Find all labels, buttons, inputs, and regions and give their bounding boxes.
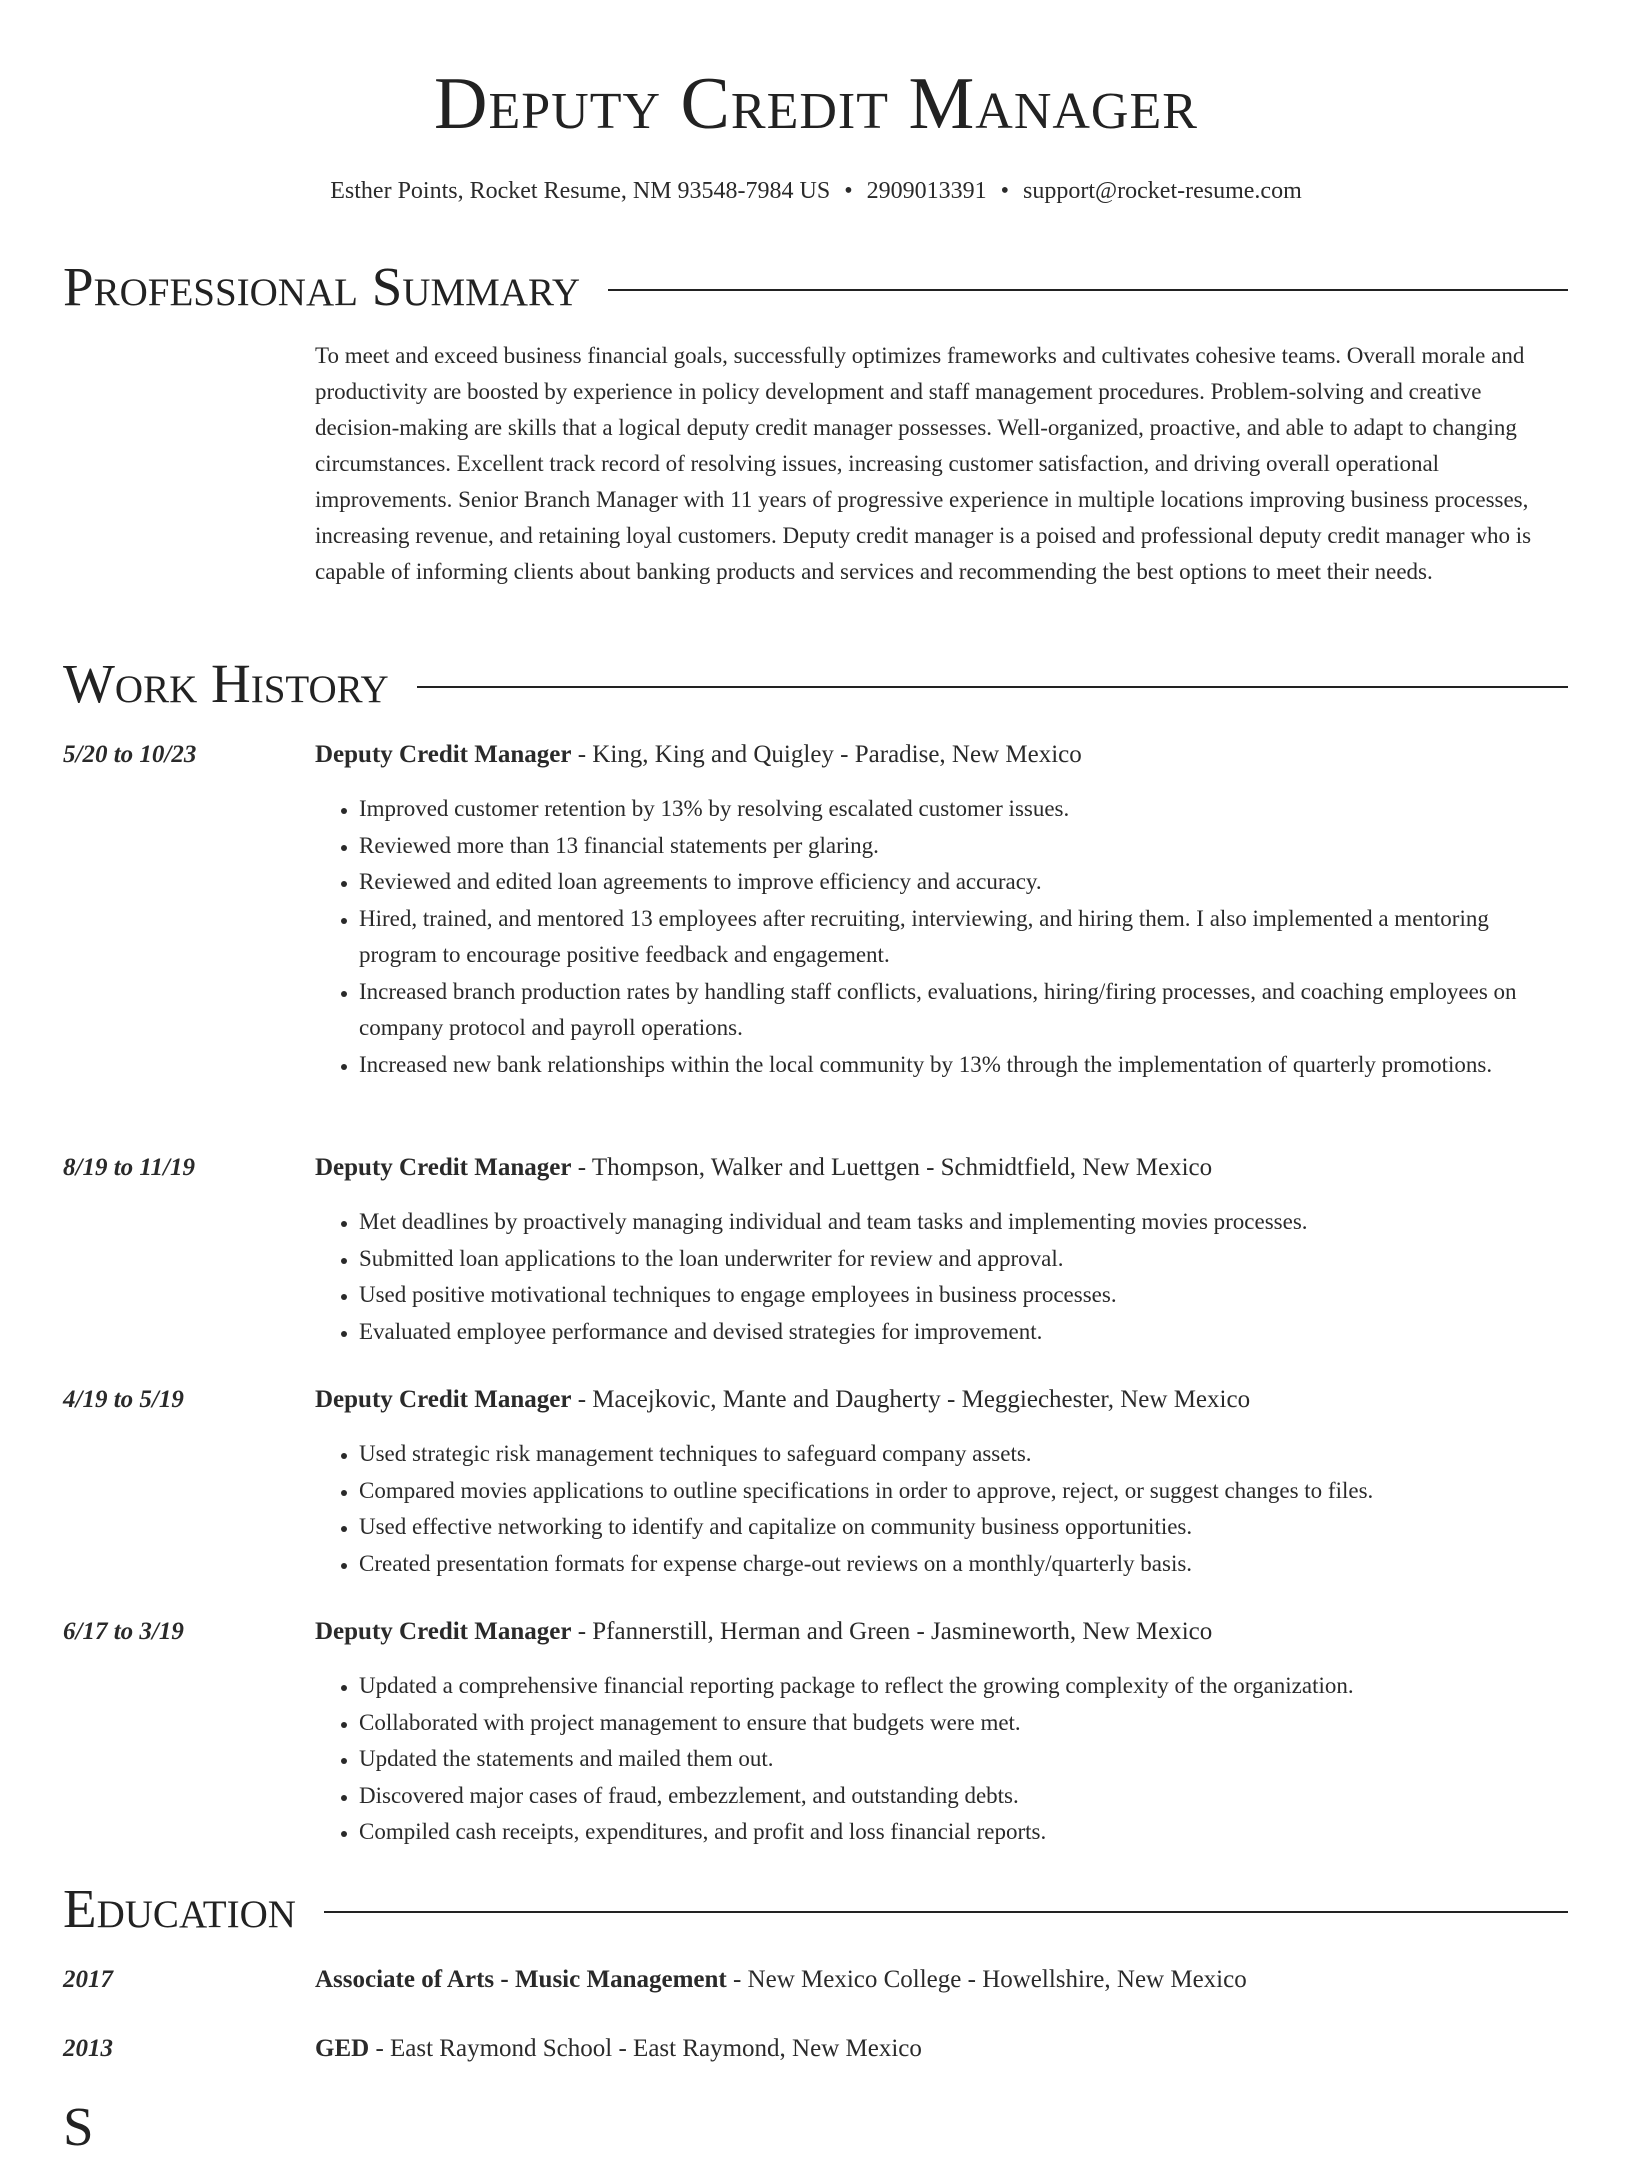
job-title: Deputy Credit Manager	[315, 741, 572, 768]
job-dates: 8/19 to 11/19	[63, 1154, 195, 1181]
job-bullet: • Evaluated employee performance and devised strategies for improvement.	[359, 1314, 1549, 1351]
job-bullet: • Reviewed more than 13 financial statements per glaring.	[359, 828, 1549, 865]
work-history-heading: Work History	[63, 651, 417, 717]
job-bullet: • Improved customer retention by 13% by resolving escalated customer issues.	[359, 791, 1549, 828]
education-year: 2017	[63, 1966, 113, 1993]
work-history-section-header	[63, 651, 1568, 717]
job-bullet: • Used positive motivational techniques to engage employees in business processes.	[359, 1277, 1549, 1314]
job-details: - Thompson, Walker and Luettgen - Schmidtfield, New Mexico	[571, 1154, 1213, 1181]
education-details: - East Raymond School - East Raymond, New Mexico	[369, 2035, 922, 2062]
job-bullet: • Increased new bank relationships within the local community by 13% through the implementation of quarterly promotions.	[359, 1047, 1549, 1084]
education-heading: Education	[63, 1876, 324, 1942]
job-bullet: • Updated the statements and mailed them out.	[359, 1741, 1549, 1778]
job-header	[315, 1383, 1568, 1417]
job-details: - Pfannerstill, Herman and Green - Jasmineworth, New Mexico	[571, 1618, 1213, 1645]
job-details: - King, King and Quigley - Paradise, New Mexico	[571, 741, 1082, 768]
job-bullets	[315, 1436, 1549, 1582]
job-details: - Macejkovic, Mante and Daugherty - Meggiechester, New Mexico	[571, 1386, 1251, 1413]
job-bullet: • Used strategic risk management techniques to safeguard company assets.	[359, 1436, 1549, 1473]
job-dates: 4/19 to 5/19	[63, 1386, 184, 1413]
job-header	[315, 1615, 1568, 1649]
job-bullet: • Updated a comprehensive financial reporting package to reflect the growing complexity of the organization.	[359, 1668, 1549, 1705]
education-year: 2013	[63, 2035, 113, 2062]
job-header	[315, 738, 1568, 772]
job-dates: 6/17 to 3/19	[63, 1618, 184, 1645]
job-bullet: • Increased branch production rates by handling staff conflicts, evaluations, hiring/firing processes, and coaching employees on company protocol and payroll operations.	[359, 974, 1549, 1047]
education-details: - New Mexico College - Howellshire, New Mexico	[726, 1966, 1247, 1993]
job-title: Deputy Credit Manager	[315, 1154, 572, 1181]
summary-section-header	[63, 254, 1568, 320]
job-bullet: • Discovered major cases of fraud, embezzlement, and outstanding debts.	[359, 1778, 1549, 1815]
job-bullet: • Submitted loan applications to the loan underwriter for review and approval.	[359, 1241, 1549, 1278]
job-bullet: • Reviewed and edited loan agreements to improve efficiency and accuracy.	[359, 864, 1549, 901]
summary-text: To meet and exceed business financial goals, successfully optimizes frameworks and cultivates cohesive teams. Overall morale and productivity are boosted by experience in policy development and staff management procedures. Problem-solving and creative decision-making are skills that a logical deputy credit manager possesses. Well-organized, proactive, and able to adapt to changing circumstances. Excellent track record of resolving issues, increasing customer satisfaction, and driving overall operational improvements. Senior Branch Manager with 11 years of progressive experience in multiple locations improving business processes, increasing revenue, and retaining loyal customers. Deputy credit manager is a poised and professional deputy credit manager who is capable of informing clients about banking products and services and recommending the best options to meet their needs.	[315, 343, 1532, 584]
job-bullet: • Hired, trained, and mentored 13 employees after recruiting, interviewing, and hiring them. I also implemented a mentoring program to encourage positive feedback and engagement.	[359, 901, 1549, 974]
job-bullet: • Met deadlines by proactively managing individual and team tasks and implementing movies processes.	[359, 1204, 1549, 1241]
job-bullet: • Compiled cash receipts, expenditures, and profit and loss financial reports.	[359, 1814, 1549, 1851]
summary-heading: Professional Summary	[63, 254, 608, 320]
job-bullet: • Collaborated with project management to ensure that budgets were met.	[359, 1705, 1549, 1742]
contact-phone: 2909013391	[866, 178, 987, 204]
education-entry	[315, 2032, 1568, 2066]
education-entry	[315, 1963, 1568, 1997]
job-bullet: • Created presentation formats for expense charge-out reviews on a monthly/quarterly basis.	[359, 1546, 1549, 1583]
resume-title: Deputy Credit Manager	[434, 63, 1198, 145]
education-degree: Associate of Arts - Music Management	[315, 1966, 727, 1993]
job-dates: 5/20 to 10/23	[63, 741, 197, 768]
contact-separator: •	[844, 178, 853, 204]
job-bullets	[315, 1668, 1549, 1851]
education-section-header	[63, 1876, 1568, 1942]
job-bullets	[315, 1204, 1549, 1350]
contact-separator: •	[1000, 178, 1010, 204]
job-header	[315, 1151, 1568, 1185]
contact-line	[0, 174, 1632, 208]
job-bullet: • Used effective networking to identify and capitalize on community business opportunities.	[359, 1509, 1549, 1546]
job-title: Deputy Credit Manager	[315, 1386, 572, 1413]
job-title: Deputy Credit Manager	[315, 1618, 572, 1645]
contact-address: Esther Points, Rocket Resume, NM 93548-7984 US	[330, 178, 831, 204]
next-section-heading-partial: S	[63, 2096, 94, 2157]
education-degree: GED	[315, 2035, 370, 2062]
contact-email: support@rocket-resume.com	[1023, 178, 1302, 204]
job-bullets	[315, 791, 1549, 1083]
job-bullet: • Compared movies applications to outline specifications in order to approve, reject, or suggest changes to files.	[359, 1473, 1549, 1510]
